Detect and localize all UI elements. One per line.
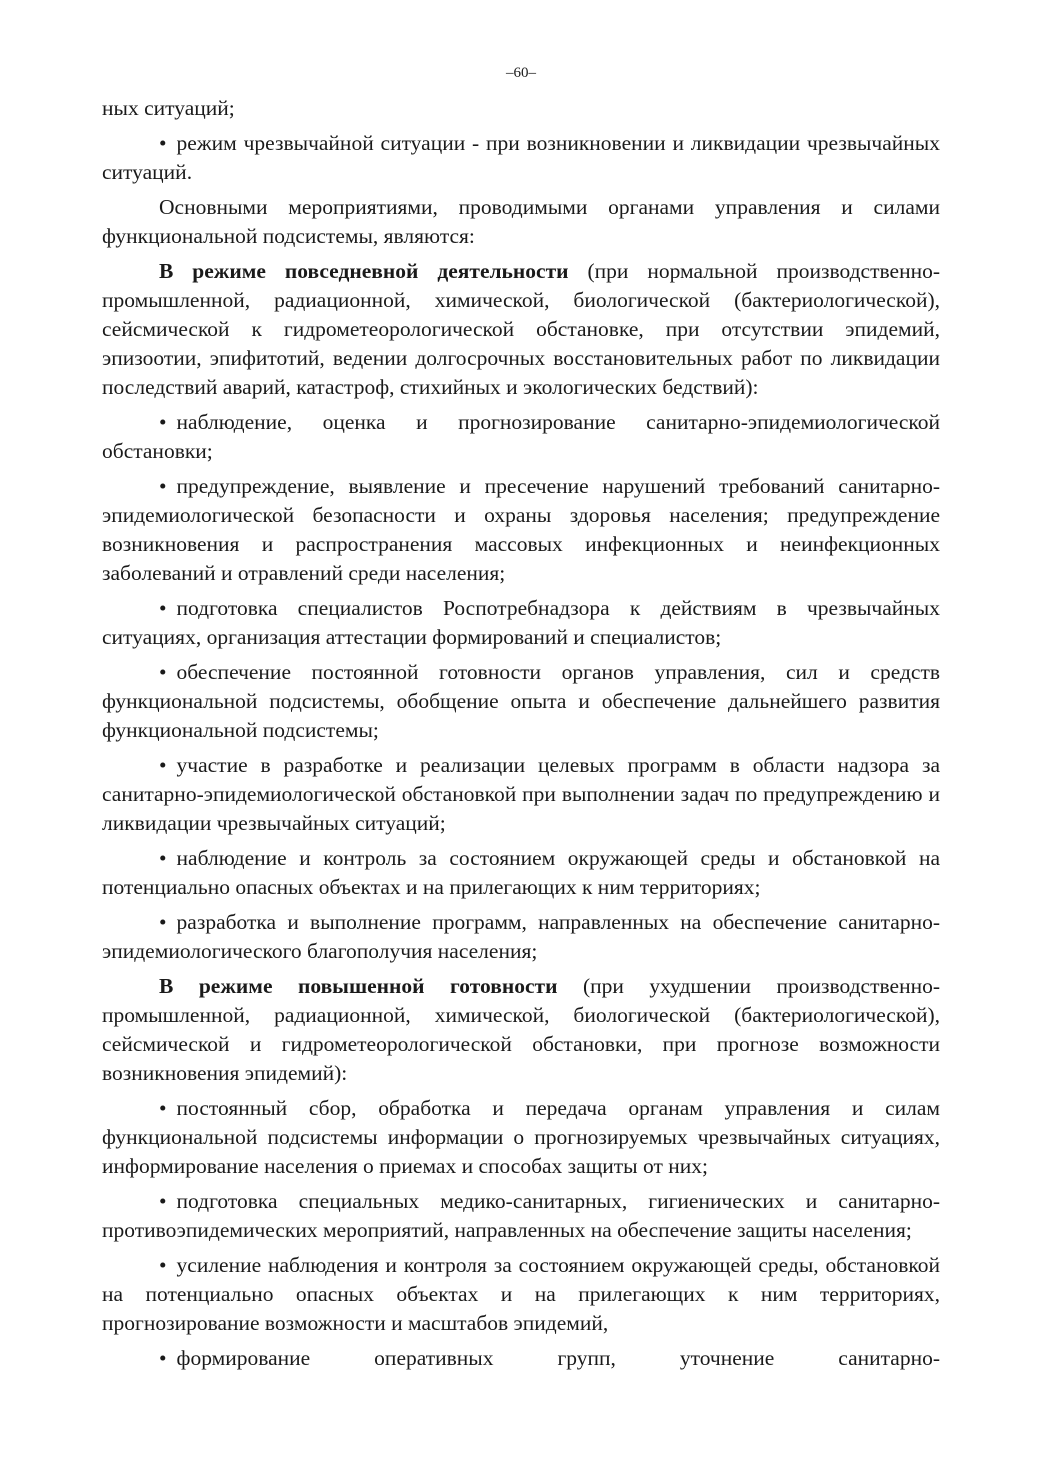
document-page [102,58,940,1379]
bullet-icon: • [159,1096,167,1120]
bullet-item [102,1344,940,1373]
bullet-item [102,658,940,745]
bullet-text: постоянный сбор, обработка и передача органам управления и силам функциональной подсистемы информации о прогнозируемых чрезвычайных ситуациях, информирование населения о приемах и способах защиты от них; [102,1096,940,1178]
bullet-icon: • [159,660,167,684]
bullet-text: наблюдение и контроль за состоянием окружающей среды и обстановкой на потенциально опасных объектах и на прилегающих к ним территориях; [102,846,940,899]
bullet-text: подготовка специалистов Роспотребнадзора к действиям в чрезвычайных ситуациях, организация аттестации формирований и специалистов; [102,596,940,649]
bullet-text: формирование оперативных групп, уточнение санитарно- [176,1346,940,1370]
bullet-text: наблюдение, оценка и прогнозирование санитарно-эпидемиологической обстановки; [102,410,940,463]
bullet-item [102,472,940,588]
paragraph-daily-mode [102,257,940,402]
bullet-item [102,1251,940,1338]
bullet-text: разработка и выполнение программ, направленных на обеспечение санитарно-эпидемиологического благополучия населения; [102,910,940,963]
bullet-icon: • [159,910,167,934]
bullet-icon: • [159,1189,167,1213]
bullet-item [102,751,940,838]
paragraph-text: Основными мероприятиями, проводимыми органами управления и силами функциональной подсистемы, являются: [102,195,940,248]
bullet-text: усиление наблюдения и контроля за состоянием окружающей среды, обстановкой на потенциально опасных объектах и на прилегающих к ним территориях, прогнозирование возможности и масштабов эпидемий, [102,1253,940,1335]
bullet-icon: • [159,474,167,498]
bullet-text: подготовка специальных медико-санитарных, гигиенических и санитарно-противоэпидемических мероприятий, направленных на обеспечение защиты населения; [102,1189,940,1242]
bullet-text: обеспечение постоянной готовности органов управления, сил и средств функциональной подсистемы, обобщение опыта и обеспечение дальнейшего развития функциональной подсистемы; [102,660,940,742]
bullet-icon: • [159,753,167,777]
section-lead: В режиме повседневной деятельности [159,259,569,283]
bullet-text: предупреждение, выявление и пресечение нарушений требований санитарно-эпидемиологической безопасности и охраны здоровья населения; предупреждение возникновения и распространения массовых инфекционных и неинфекционных заболеваний и отравлений среди населения; [102,474,940,585]
bullet-item [102,908,940,966]
paragraph-text: ных ситуаций; [102,96,235,120]
paragraph-main-measures [102,193,940,251]
paragraph-high-alert-mode [102,972,940,1088]
section-lead: В режиме повышенной готовности [159,974,558,998]
bullet-item [102,408,940,466]
bullet-text: режим чрезвычайной ситуации - при возникновении и ликвидации чрезвычайных ситуаций. [102,131,940,184]
paragraph-1 [102,94,940,123]
paragraph-text: (при ухудшении производственно-промышленной, радиационной, химической, биологической (бактериологической), сейсмической и гидрометеорологической обстановки, при прогнозе возможности возникновения эпидемий): [102,974,940,1085]
bullet-icon: • [159,1253,167,1277]
bullet-item [102,1094,940,1181]
bullet-icon: • [159,410,167,434]
paragraph-text: (при нормальной производственно-промышленной, радиационной, химической, биологической (бактериологической), сейсмической к гидрометеорологической обстановке, при отсутствии эпидемий, эпизоотии, эпифитотий, ведении долгосрочных восстановительных работ по ликвидации последствий аварий, катастроф, стихийных и экологических бедствий): [102,259,940,399]
bullet-icon: • [159,596,167,620]
page-number: –60– [506,65,536,81]
bullet-item [102,844,940,902]
bullet-icon: • [159,1346,167,1370]
bullet-icon: • [159,131,167,155]
bullet-item [102,1187,940,1245]
bullet-text: участие в разработке и реализации целевых программ в области надзора за санитарно-эпидемиологической обстановкой при выполнении задач по предупреждению и ликвидации чрезвычайных ситуаций; [102,753,940,835]
bullet-item [102,594,940,652]
bullet-icon: • [159,846,167,870]
bullet-item-emergency-mode [102,129,940,187]
